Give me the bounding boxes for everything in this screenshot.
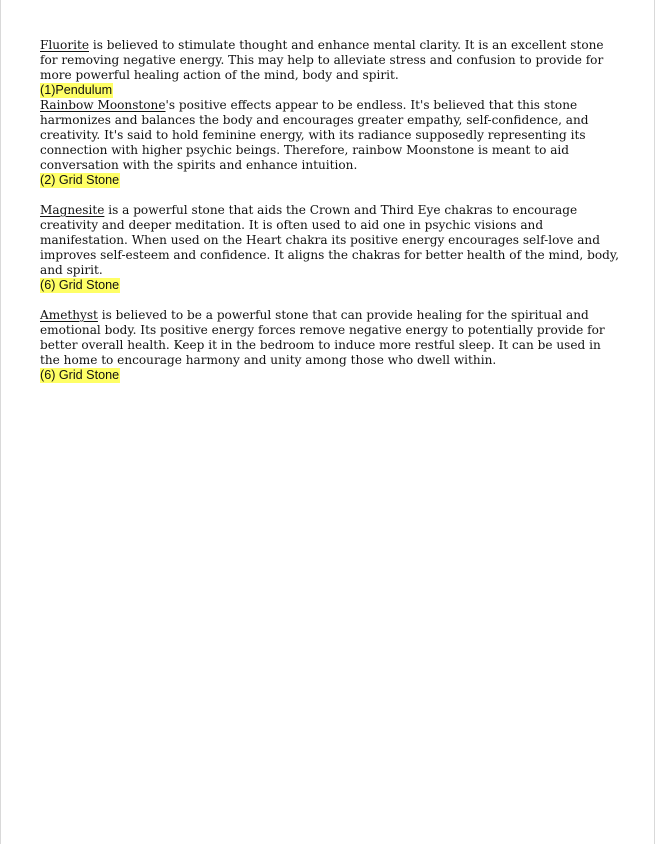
stone-name-link[interactable]: Magnesite — [40, 203, 105, 217]
document-body — [40, 38, 620, 383]
stone-description: is believed to be a powerful stone that can provide healing for the spiritual and emotional body. Its positive energy forces remove negative energy to potentially provide for better overall health. Keep it in the bedroom to induce more restful sleep. It can be used in the home to encourage harmony and unity among those who dwell within. — [40, 308, 605, 367]
stone-entry-rainbow-moonstone — [40, 98, 620, 188]
stone-entry-magnesite — [40, 203, 620, 293]
stone-name-link[interactable]: Amethyst — [40, 308, 98, 322]
stone-use-tag: (6) Grid Stone — [40, 278, 120, 292]
stone-paragraph — [40, 308, 620, 368]
stone-paragraph — [40, 203, 620, 278]
paragraph-spacer — [40, 188, 620, 203]
paragraph-spacer — [40, 293, 620, 308]
stone-paragraph — [40, 98, 620, 173]
stone-entry-fluorite — [40, 38, 620, 98]
stone-use-tag: (1)Pendulum — [40, 83, 113, 97]
stone-name-link[interactable]: Rainbow Moonstone — [40, 98, 166, 112]
stone-description: is believed to stimulate thought and enhance mental clarity. It is an excellent stone for removing negative energy. This may help to alleviate stress and confusion to provide for more powerful healing action of the mind, body and spirit. — [40, 38, 604, 82]
stone-paragraph — [40, 38, 620, 83]
stone-entry-amethyst — [40, 308, 620, 383]
stone-description: 's positive effects appear to be endless. It's believed that this stone harmonizes and balances the body and encourages greater empathy, self-confidence, and creativity. It's said to hold feminine energy, with its radiance supposedly representing its connection with higher psychic beings. Therefore, rainbow Moonstone is meant to aid conversation with the spirits and enhance intuition. — [40, 98, 589, 172]
stone-name-link[interactable]: Fluorite — [40, 38, 89, 52]
stone-use-tag: (6) Grid Stone — [40, 368, 120, 382]
stone-use-tag: (2) Grid Stone — [40, 173, 120, 187]
stone-description: is a powerful stone that aids the Crown and Third Eye chakras to encourage creativity and deeper meditation. It is often used to aid one in psychic visions and manifestation. When used on the Heart chakra its positive energy encourages self-love and improves self-esteem and confidence. It aligns the chakras for better health of the mind, body, and spirit. — [40, 203, 619, 277]
